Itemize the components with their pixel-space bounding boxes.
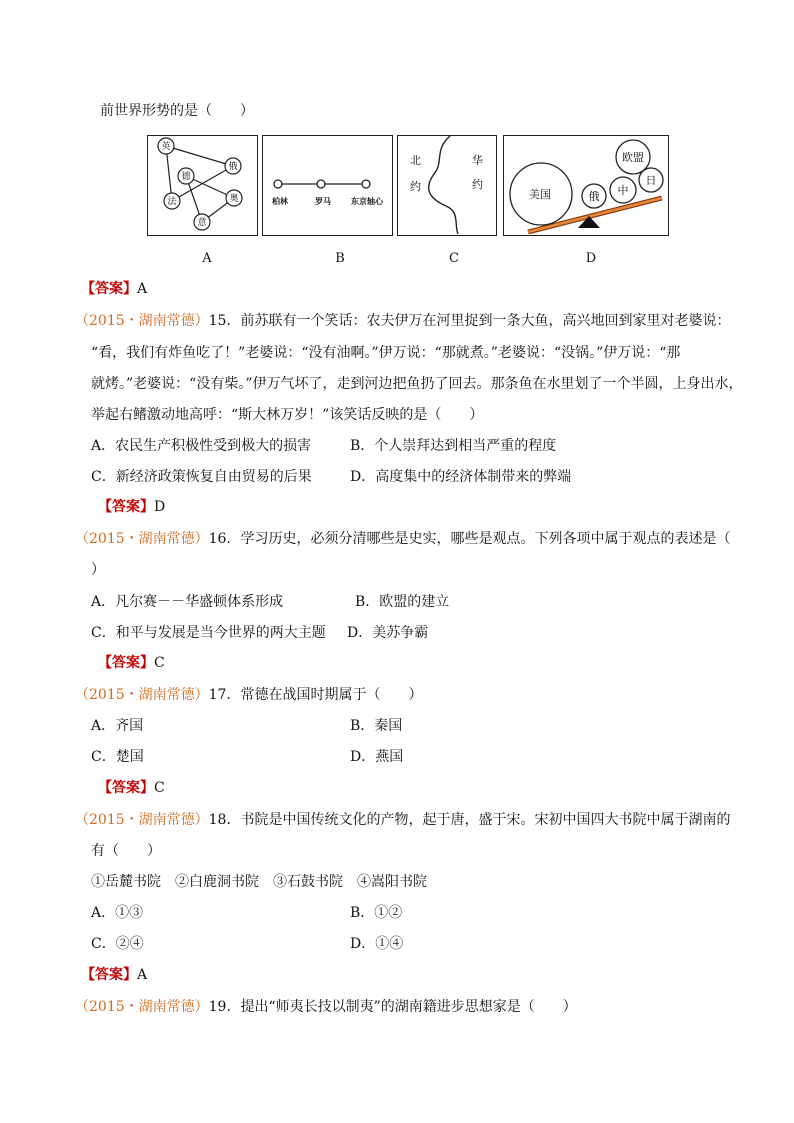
panel-a-diagram: [148, 136, 256, 234]
usa-label: 美国: [529, 188, 551, 201]
q17-option-b: B．秦国: [350, 718, 403, 734]
q15-answer: 【答案】D: [98, 499, 166, 515]
q15-stem-line-3: 就烤。”老婆说：“没有柴。”伊万气坏了，走到河边把鱼扔了回去。那条鱼在水里划了一个半圆，上身出水，: [91, 376, 743, 392]
panel-b-diagram: [263, 136, 391, 234]
node-france: 法: [167, 197, 177, 207]
q18-stem-line-2: 有（ ）: [91, 843, 161, 859]
panel-c-blocs: [397, 135, 497, 236]
q15-stem: （2015・湖南常德）15．前苏联有一个笑话：农夫伊万在河里捉到一条大鱼，高兴地回到家里对老婆说：: [75, 313, 731, 329]
q18-option-a: A．①③: [91, 905, 144, 921]
warsaw-char-1: 华: [472, 154, 483, 167]
q16-answer: 【答案】C: [98, 655, 165, 671]
q17-stem: （2015・湖南常德）17．常德在战国时期属于（ ）: [75, 687, 423, 703]
q16-option-a: A．凡尔赛－－华盛顿体系形成: [91, 594, 284, 610]
q15-source: （2015・湖南常德）: [75, 313, 209, 329]
node-britain: 英: [161, 142, 171, 152]
q18-option-c: C．②④: [91, 936, 144, 952]
panel-c-diagram: [398, 136, 495, 234]
nato-char-1: 北: [410, 154, 421, 167]
q17-option-a: A．齐国: [91, 718, 144, 734]
station-tokyo: 东京轴心: [351, 197, 383, 206]
q14-answer: 【答案】A: [81, 281, 148, 297]
q16-option-b: B．欧盟的建立: [355, 594, 450, 610]
station-rome: 罗马: [315, 197, 331, 206]
q14-stem-tail: 前世界形势的是（ ）: [100, 103, 254, 119]
eu-label: 欧盟: [622, 151, 644, 164]
panel-d-diagram: [504, 136, 667, 234]
q16-source: （2015・湖南常德）: [75, 531, 209, 547]
q18-option-d: D．①④: [350, 936, 404, 952]
q16-stem: （2015・湖南常德）16．学习历史，必须分清哪些是史实，哪些是观点。下列各项中属于观点的表述是（: [75, 531, 731, 547]
nato-char-2: 约: [410, 180, 421, 193]
q15-stem-line-4: 举起右鳍激动地高呼：“斯大林万岁！”该笑话反映的是（ ）: [91, 407, 484, 423]
q19-source: （2015・湖南常德）: [75, 999, 209, 1015]
q18-source: （2015・湖南常德）: [75, 812, 209, 828]
node-germany: 德: [181, 172, 191, 182]
q17-source: （2015・湖南常德）: [75, 687, 209, 703]
panel-b-axis: [262, 135, 393, 236]
q15-stem-line-2: “看，我们有炸鱼吃了！”老婆说：“没有油啊。”伊万说：“那就煮。”老婆说：“没锅。”伊万说：“那: [91, 345, 681, 361]
node-austria: 奥: [229, 194, 239, 204]
panel-b-label: B: [335, 251, 345, 266]
q15-option-a: A．农民生产积极性受到极大的损害: [91, 438, 312, 454]
q15-option-d: D．高度集中的经济体制带来的弊端: [350, 469, 572, 485]
warsaw-char-2: 约: [472, 178, 483, 191]
china-label: 中: [617, 184, 629, 197]
q18-items: ①岳麓书院 ②白鹿洞书院 ③石鼓书院 ④嵩阳书院: [91, 874, 427, 890]
node-italy: 意: [197, 218, 207, 228]
panel-a-label: A: [202, 251, 212, 266]
q16-option-d: D．美苏争霸: [347, 625, 429, 641]
node-russia: 俄: [228, 162, 238, 172]
q17-answer: 【答案】C: [98, 780, 165, 796]
station-berlin: 柏林: [272, 197, 288, 206]
panel-d-multipolar: [503, 135, 669, 236]
panel-c-label: C: [449, 251, 459, 266]
q18-answer: 【答案】A: [81, 967, 148, 983]
panel-a-alliances: [147, 135, 258, 236]
q17-option-d: D．燕国: [350, 749, 404, 765]
q15-option-c: C．新经济政策恢复自由贸易的后果: [91, 469, 312, 485]
q16-stem-line-2: ）: [91, 562, 105, 578]
panel-d-label: D: [585, 251, 597, 266]
japan-label: 日: [645, 174, 657, 187]
q19-stem: （2015・湖南常德）19．提出“师夷长技以制夷”的湖南籍进步思想家是（ ）: [75, 999, 577, 1015]
russia-label: 俄: [588, 190, 600, 203]
q15-option-b: B．个人崇拜达到相当严重的程度: [350, 438, 557, 454]
q18-option-b: B．①②: [350, 905, 403, 921]
q17-option-c: C．楚国: [91, 749, 144, 765]
q16-option-c: C．和平与发展是当今世界的两大主题: [91, 625, 326, 641]
q18-stem: （2015・湖南常德）18．书院是中国传统文化的产物，起于唐，盛于宋。宋初中国四大书院中属于湖南的: [75, 812, 731, 828]
